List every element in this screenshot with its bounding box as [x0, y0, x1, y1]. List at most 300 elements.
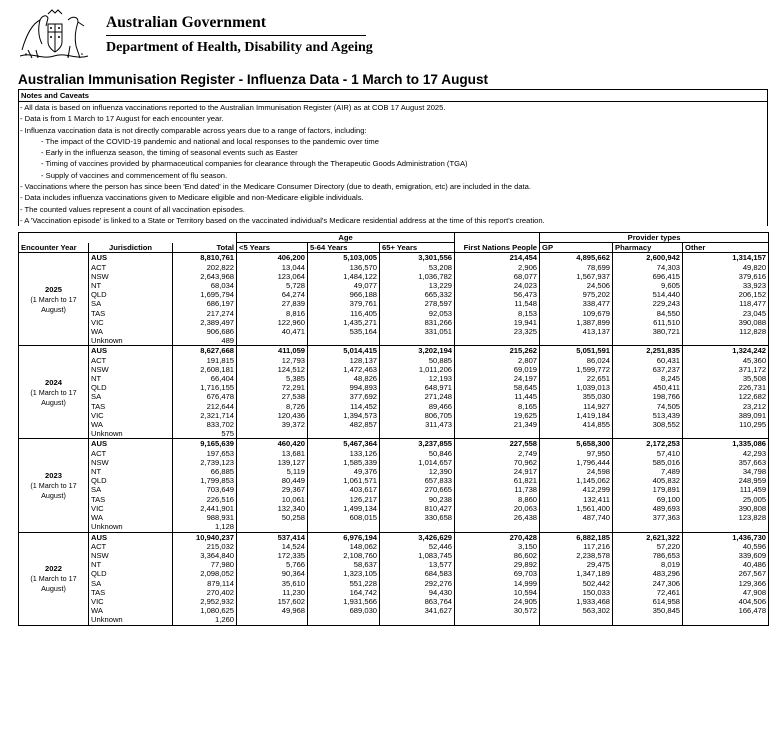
table-row — [19, 522, 769, 532]
age-5-64-cell: 148,062 — [308, 542, 380, 551]
age-65-plus-cell: 1,011,206 — [380, 365, 455, 374]
gp-cell: 413,137 — [540, 327, 613, 336]
other-cell: 123,828 — [683, 513, 769, 522]
age-65-plus-cell: 3,202,194 — [380, 346, 455, 356]
first-nations-cell: 24,023 — [455, 281, 540, 290]
col-5-64: 5-64 Years — [308, 243, 380, 253]
jurisdiction-cell: NSW — [89, 365, 173, 374]
first-nations-cell: 23,325 — [455, 327, 540, 336]
table-group-header-row — [19, 233, 769, 243]
pharmacy-cell: 513,439 — [613, 411, 683, 420]
age-5-64-cell: 1,499,134 — [308, 504, 380, 513]
under-5-cell: 14,524 — [237, 542, 308, 551]
note-item: - Early in the influenza season, the timing of seasonal events such as Easter — [41, 148, 298, 158]
age-5-64-cell — [308, 615, 380, 625]
total-cell: 270,402 — [173, 588, 237, 597]
pharmacy-cell: 198,766 — [613, 392, 683, 401]
age-65-plus-cell: 3,237,855 — [380, 439, 455, 449]
total-cell: 1,799,853 — [173, 476, 237, 485]
gp-cell: 1,145,062 — [540, 476, 613, 485]
other-cell: 226,731 — [683, 383, 769, 392]
other-cell: 1,314,157 — [683, 253, 769, 263]
jurisdiction-cell: SA — [89, 392, 173, 401]
jurisdiction-cell: ACT — [89, 449, 173, 458]
table-row — [19, 327, 769, 336]
table-row — [19, 513, 769, 522]
under-5-cell: 8,726 — [237, 402, 308, 411]
total-cell: 202,822 — [173, 263, 237, 272]
age-65-plus-cell — [380, 336, 455, 346]
other-cell: 45,360 — [683, 356, 769, 365]
other-cell: 389,091 — [683, 411, 769, 420]
table-row — [19, 495, 769, 504]
total-cell: 906,686 — [173, 327, 237, 336]
first-nations-cell: 29,892 — [455, 560, 540, 569]
first-nations-cell: 2,749 — [455, 449, 540, 458]
other-cell — [683, 429, 769, 439]
gp-cell: 563,302 — [540, 606, 613, 615]
gp-cell: 150,033 — [540, 588, 613, 597]
age-65-plus-cell: 684,583 — [380, 569, 455, 578]
gp-cell: 1,419,184 — [540, 411, 613, 420]
pharmacy-cell: 377,363 — [613, 513, 683, 522]
pharmacy-cell: 8,245 — [613, 374, 683, 383]
table-row — [19, 615, 769, 625]
gp-cell — [540, 522, 613, 532]
government-name: Australian Government — [106, 14, 267, 31]
first-nations-cell: 20,063 — [455, 504, 540, 513]
jurisdiction-cell: Unknown — [89, 336, 173, 346]
gp-cell: 2,238,578 — [540, 551, 613, 560]
gp-cell: 1,561,400 — [540, 504, 613, 513]
total-cell: 9,165,639 — [173, 439, 237, 449]
age-65-plus-cell: 665,332 — [380, 290, 455, 299]
under-5-cell: 64,274 — [237, 290, 308, 299]
age-5-64-cell: 6,976,194 — [308, 532, 380, 542]
age-5-64-cell: 58,637 — [308, 560, 380, 569]
pharmacy-cell: 380,721 — [613, 327, 683, 336]
first-nations-cell: 2,906 — [455, 263, 540, 272]
total-cell: 8,627,668 — [173, 346, 237, 356]
first-nations-cell: 21,349 — [455, 420, 540, 429]
pharmacy-cell: 696,415 — [613, 272, 683, 281]
jurisdiction-cell: Unknown — [89, 429, 173, 439]
under-5-cell: 5,385 — [237, 374, 308, 383]
age-65-plus-cell: 831,266 — [380, 318, 455, 327]
col-under-5: <5 Years — [237, 243, 308, 253]
total-cell: 215,032 — [173, 542, 237, 551]
encounter-year-cell — [19, 532, 89, 625]
pharmacy-cell: 2,172,253 — [613, 439, 683, 449]
age-65-plus-cell: 292,276 — [380, 579, 455, 588]
age-65-plus-cell: 53,208 — [380, 263, 455, 272]
under-5-cell: 80,449 — [237, 476, 308, 485]
age-5-64-cell: 377,692 — [308, 392, 380, 401]
year-label: 2023 — [45, 470, 62, 480]
first-nations-cell — [455, 429, 540, 439]
age-5-64-cell: 1,061,571 — [308, 476, 380, 485]
jurisdiction-cell: SA — [89, 579, 173, 588]
total-cell: 2,389,497 — [173, 318, 237, 327]
first-nations-cell: 30,572 — [455, 606, 540, 615]
age-5-64-cell: 1,435,271 — [308, 318, 380, 327]
other-cell: 40,596 — [683, 542, 769, 551]
first-nations-cell: 8,153 — [455, 309, 540, 318]
gp-cell: 338,477 — [540, 299, 613, 308]
gp-cell: 6,882,185 — [540, 532, 613, 542]
first-nations-cell: 69,019 — [455, 365, 540, 374]
jurisdiction-cell: WA — [89, 513, 173, 522]
other-cell: 404,506 — [683, 597, 769, 606]
age-5-64-cell: 49,077 — [308, 281, 380, 290]
coat-of-arms-icon — [18, 6, 90, 62]
total-cell: 1,128 — [173, 522, 237, 532]
under-5-cell — [237, 336, 308, 346]
age-5-64-cell: 403,617 — [308, 485, 380, 494]
influenza-data-table — [18, 232, 769, 626]
table-row — [19, 429, 769, 439]
other-cell: 129,366 — [683, 579, 769, 588]
gp-cell: 487,740 — [540, 513, 613, 522]
note-item: - Data is from 1 March to 17 August for each encounter year. — [20, 114, 224, 124]
age-5-64-cell: 128,137 — [308, 356, 380, 365]
age-5-64-cell: 126,217 — [308, 495, 380, 504]
jurisdiction-cell: NT — [89, 281, 173, 290]
table-row — [19, 374, 769, 383]
jurisdiction-cell: VIC — [89, 597, 173, 606]
table-row — [19, 579, 769, 588]
first-nations-cell: 215,262 — [455, 346, 540, 356]
jurisdiction-cell: AUS — [89, 439, 173, 449]
pharmacy-cell: 611,510 — [613, 318, 683, 327]
jurisdiction-cell: TAS — [89, 495, 173, 504]
under-5-cell: 10,061 — [237, 495, 308, 504]
total-cell: 2,098,052 — [173, 569, 237, 578]
total-cell: 833,702 — [173, 420, 237, 429]
total-cell: 1,080,625 — [173, 606, 237, 615]
age-5-64-cell: 133,126 — [308, 449, 380, 458]
total-cell: 703,649 — [173, 485, 237, 494]
other-cell: 110,295 — [683, 420, 769, 429]
pharmacy-cell: 405,832 — [613, 476, 683, 485]
note-item: - Vaccinations where the person has since been 'End dated' in the Medicare Consumer Directory (due to death, emigration, etc) are included in the data. — [20, 182, 531, 192]
table-row — [19, 420, 769, 429]
first-nations-cell: 19,625 — [455, 411, 540, 420]
gp-cell: 1,567,937 — [540, 272, 613, 281]
col-encounter-year: Encounter Year — [19, 243, 89, 253]
first-nations-cell: 8,860 — [455, 495, 540, 504]
total-cell: 3,364,840 — [173, 551, 237, 560]
pharmacy-cell: 60,431 — [613, 356, 683, 365]
col-gp: GP — [540, 243, 613, 253]
first-nations-cell: 11,548 — [455, 299, 540, 308]
age-65-plus-cell: 3,426,629 — [380, 532, 455, 542]
table-row — [19, 485, 769, 494]
table-row — [19, 392, 769, 401]
gp-cell — [540, 429, 613, 439]
other-cell: 1,436,730 — [683, 532, 769, 542]
pharmacy-cell: 2,621,322 — [613, 532, 683, 542]
age-5-64-cell — [308, 522, 380, 532]
under-5-cell: 12,793 — [237, 356, 308, 365]
year-period: (1 March to 17 August) — [30, 294, 77, 314]
total-cell: 2,321,714 — [173, 411, 237, 420]
jurisdiction-cell: QLD — [89, 569, 173, 578]
age-65-plus-cell: 810,427 — [380, 504, 455, 513]
other-cell: 122,682 — [683, 392, 769, 401]
other-cell: 166,478 — [683, 606, 769, 615]
other-cell: 357,663 — [683, 458, 769, 467]
year-period: (1 March to 17 August) — [30, 480, 77, 500]
gp-cell: 975,202 — [540, 290, 613, 299]
other-cell: 267,567 — [683, 569, 769, 578]
under-5-cell: 29,367 — [237, 485, 308, 494]
gp-cell: 502,442 — [540, 579, 613, 588]
other-cell — [683, 522, 769, 532]
age-65-plus-cell — [380, 429, 455, 439]
age-65-plus-cell: 330,658 — [380, 513, 455, 522]
under-5-cell: 537,414 — [237, 532, 308, 542]
jurisdiction-cell: ACT — [89, 356, 173, 365]
page-title: Australian Immunisation Register - Influenza Data - 1 March to 17 August — [18, 72, 489, 87]
age-5-64-cell: 114,452 — [308, 402, 380, 411]
age-5-64-cell: 689,030 — [308, 606, 380, 615]
pharmacy-cell: 350,845 — [613, 606, 683, 615]
pharmacy-cell — [613, 522, 683, 532]
gp-cell: 4,895,662 — [540, 253, 613, 263]
gp-cell: 86,024 — [540, 356, 613, 365]
other-cell: 390,088 — [683, 318, 769, 327]
pharmacy-cell: 2,600,942 — [613, 253, 683, 263]
jurisdiction-cell: WA — [89, 420, 173, 429]
gp-cell: 1,796,444 — [540, 458, 613, 467]
pharmacy-cell: 247,306 — [613, 579, 683, 588]
under-5-cell: 172,335 — [237, 551, 308, 560]
other-cell: 25,005 — [683, 495, 769, 504]
col-total: Total — [173, 243, 237, 253]
age-5-64-cell: 164,742 — [308, 588, 380, 597]
first-nations-cell: 14,999 — [455, 579, 540, 588]
year-period: (1 March to 17 August) — [30, 387, 77, 407]
jurisdiction-cell: AUS — [89, 253, 173, 263]
age-65-plus-cell: 12,193 — [380, 374, 455, 383]
encounter-year-cell — [19, 346, 89, 439]
age-5-64-cell: 482,857 — [308, 420, 380, 429]
first-nations-cell: 69,703 — [455, 569, 540, 578]
note-item: - The counted values represent a count of all vaccination episodes. — [20, 204, 245, 214]
jurisdiction-cell: Unknown — [89, 615, 173, 625]
total-cell: 2,643,968 — [173, 272, 237, 281]
col-65-plus: 65+ Years — [380, 243, 455, 253]
first-nations-cell: 86,602 — [455, 551, 540, 560]
under-5-cell: 40,471 — [237, 327, 308, 336]
first-nations-cell: 8,165 — [455, 402, 540, 411]
other-cell: 23,045 — [683, 309, 769, 318]
other-cell: 112,828 — [683, 327, 769, 336]
first-nations-cell — [455, 522, 540, 532]
age-65-plus-cell: 12,390 — [380, 467, 455, 476]
first-nations-cell: 214,454 — [455, 253, 540, 263]
under-5-cell: 27,538 — [237, 392, 308, 401]
other-cell: 49,820 — [683, 263, 769, 272]
total-cell: 8,810,761 — [173, 253, 237, 263]
gp-cell: 1,933,468 — [540, 597, 613, 606]
jurisdiction-cell: VIC — [89, 504, 173, 513]
gp-cell: 109,679 — [540, 309, 613, 318]
encounter-year-cell — [19, 439, 89, 532]
age-65-plus-cell: 311,473 — [380, 420, 455, 429]
age-65-plus-cell: 90,238 — [380, 495, 455, 504]
other-cell: 379,616 — [683, 272, 769, 281]
table-row — [19, 439, 769, 449]
other-cell: 35,508 — [683, 374, 769, 383]
total-cell: 66,404 — [173, 374, 237, 383]
col-jurisdiction: Jurisdiction — [89, 243, 173, 253]
pharmacy-cell: 7,489 — [613, 467, 683, 476]
under-5-cell: 120,436 — [237, 411, 308, 420]
age-65-plus-cell: 648,971 — [380, 383, 455, 392]
jurisdiction-cell: AUS — [89, 532, 173, 542]
col-first-nations: First Nations People — [455, 243, 540, 253]
note-item: - All data is based on influenza vaccinations reported to the Australian Immunisation Register (AIR) as at COB 17 August 2025. — [20, 103, 446, 112]
jurisdiction-cell: NSW — [89, 458, 173, 467]
other-cell: 371,172 — [683, 365, 769, 374]
under-5-cell: 132,340 — [237, 504, 308, 513]
jurisdiction-cell: NT — [89, 374, 173, 383]
pharmacy-cell: 84,550 — [613, 309, 683, 318]
gp-cell: 1,387,899 — [540, 318, 613, 327]
table-row — [19, 402, 769, 411]
under-5-cell: 5,728 — [237, 281, 308, 290]
pharmacy-cell: 72,461 — [613, 588, 683, 597]
age-65-plus-cell: 863,764 — [380, 597, 455, 606]
total-cell: 10,940,237 — [173, 532, 237, 542]
gp-cell: 24,598 — [540, 467, 613, 476]
age-65-plus-cell: 89,466 — [380, 402, 455, 411]
table-row — [19, 263, 769, 272]
total-cell: 1,260 — [173, 615, 237, 625]
pharmacy-cell — [613, 429, 683, 439]
under-5-cell: 72,291 — [237, 383, 308, 392]
under-5-cell: 5,119 — [237, 467, 308, 476]
provider-group-header: Provider types — [540, 233, 769, 243]
first-nations-cell: 56,473 — [455, 290, 540, 299]
table-row — [19, 336, 769, 346]
pharmacy-cell: 57,220 — [613, 542, 683, 551]
total-cell: 77,980 — [173, 560, 237, 569]
first-nations-cell: 3,150 — [455, 542, 540, 551]
age-65-plus-cell: 50,846 — [380, 449, 455, 458]
year-label: 2024 — [45, 377, 62, 387]
age-65-plus-cell: 3,301,556 — [380, 253, 455, 263]
total-cell: 2,441,901 — [173, 504, 237, 513]
under-5-cell: 50,258 — [237, 513, 308, 522]
gp-cell: 412,299 — [540, 485, 613, 494]
note-item: - Supply of vaccines and commencement of flu season. — [41, 170, 228, 180]
other-cell: 42,293 — [683, 449, 769, 458]
first-nations-cell: 24,917 — [455, 467, 540, 476]
total-cell: 2,952,932 — [173, 597, 237, 606]
table-row — [19, 272, 769, 281]
other-cell: 390,808 — [683, 504, 769, 513]
under-5-cell: 124,512 — [237, 365, 308, 374]
jurisdiction-cell: VIC — [89, 411, 173, 420]
pharmacy-cell: 614,958 — [613, 597, 683, 606]
table-row — [19, 504, 769, 513]
pharmacy-cell: 450,411 — [613, 383, 683, 392]
under-5-cell: 35,610 — [237, 579, 308, 588]
age-5-64-cell: 1,323,105 — [308, 569, 380, 578]
table-row — [19, 309, 769, 318]
pharmacy-cell: 179,891 — [613, 485, 683, 494]
age-group-header: Age — [237, 233, 455, 243]
government-header — [14, 4, 774, 64]
table-row — [19, 606, 769, 615]
other-cell: 1,324,242 — [683, 346, 769, 356]
gp-cell: 117,216 — [540, 542, 613, 551]
table-row — [19, 569, 769, 578]
gp-cell: 1,599,772 — [540, 365, 613, 374]
total-cell: 66,885 — [173, 467, 237, 476]
gp-cell: 5,658,300 — [540, 439, 613, 449]
department-name: Department of Health, Disability and Ageing — [106, 40, 373, 55]
pharmacy-cell: 9,605 — [613, 281, 683, 290]
jurisdiction-cell: TAS — [89, 309, 173, 318]
first-nations-cell: 227,558 — [455, 439, 540, 449]
year-label: 2025 — [45, 284, 62, 294]
under-5-cell: 460,420 — [237, 439, 308, 449]
pharmacy-cell: 489,693 — [613, 504, 683, 513]
total-cell: 191,815 — [173, 356, 237, 365]
table-row — [19, 532, 769, 542]
age-5-64-cell: 608,015 — [308, 513, 380, 522]
age-65-plus-cell: 92,053 — [380, 309, 455, 318]
jurisdiction-cell: TAS — [89, 588, 173, 597]
table-row — [19, 588, 769, 597]
age-5-64-cell: 5,014,415 — [308, 346, 380, 356]
age-5-64-cell: 994,893 — [308, 383, 380, 392]
total-cell: 2,608,181 — [173, 365, 237, 374]
pharmacy-cell: 483,296 — [613, 569, 683, 578]
notes-heading: Notes and Caveats — [19, 90, 767, 102]
jurisdiction-cell: VIC — [89, 318, 173, 327]
table-row — [19, 449, 769, 458]
encounter-year-cell — [19, 253, 89, 346]
other-cell: 206,152 — [683, 290, 769, 299]
jurisdiction-cell: QLD — [89, 383, 173, 392]
jurisdiction-cell: QLD — [89, 476, 173, 485]
age-65-plus-cell: 1,014,657 — [380, 458, 455, 467]
first-nations-cell: 24,905 — [455, 597, 540, 606]
table-row — [19, 551, 769, 560]
gp-cell: 78,699 — [540, 263, 613, 272]
notes-and-caveats — [18, 90, 768, 226]
gp-cell: 29,475 — [540, 560, 613, 569]
table-row — [19, 346, 769, 356]
table-row — [19, 467, 769, 476]
under-5-cell: 27,839 — [237, 299, 308, 308]
age-65-plus-cell: 657,833 — [380, 476, 455, 485]
total-cell: 1,716,155 — [173, 383, 237, 392]
gp-cell — [540, 615, 613, 625]
gp-cell: 22,651 — [540, 374, 613, 383]
first-nations-cell: 24,197 — [455, 374, 540, 383]
first-nations-cell: 10,594 — [455, 588, 540, 597]
age-65-plus-cell: 1,036,782 — [380, 272, 455, 281]
other-cell: 118,477 — [683, 299, 769, 308]
age-5-64-cell: 1,585,339 — [308, 458, 380, 467]
age-5-64-cell: 49,376 — [308, 467, 380, 476]
